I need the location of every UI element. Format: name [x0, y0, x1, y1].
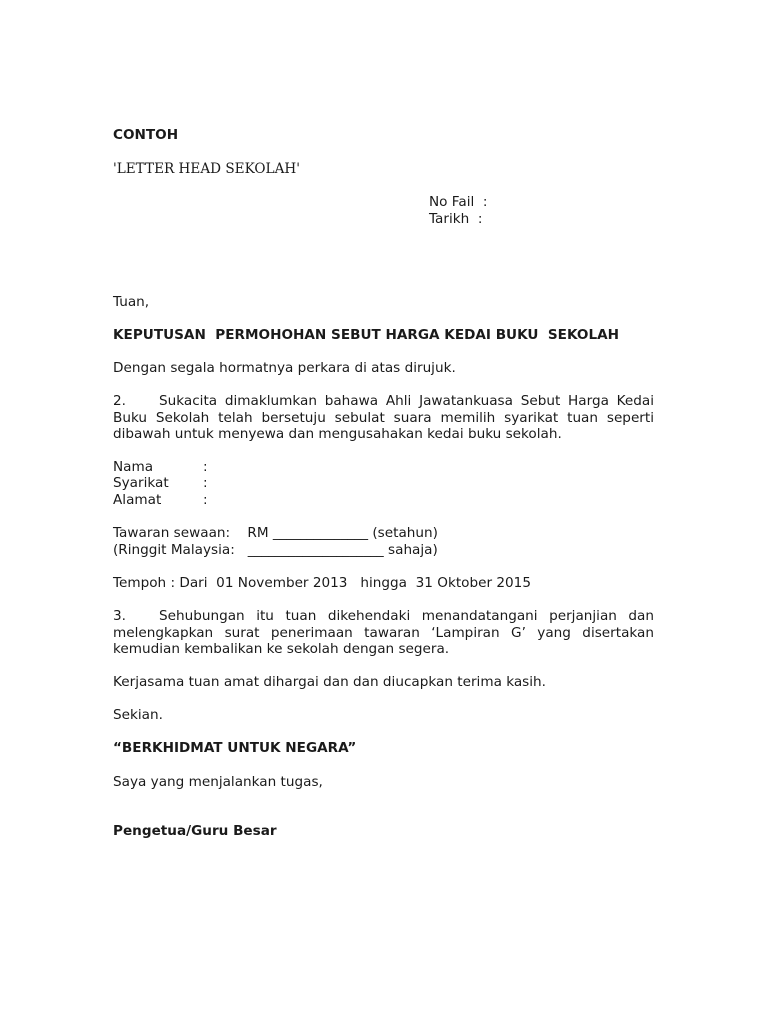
field-row-syarikat — [113, 475, 208, 491]
paragraph-2 — [113, 393, 654, 443]
field-colon: : — [203, 475, 208, 491]
paragraph-3-number: 3. — [113, 608, 126, 624]
field-colon: : — [203, 459, 208, 475]
motto: “BERKHIDMAT UNTUK NEGARA” — [113, 740, 357, 756]
letterhead-placeholder: 'LETTER HEAD SEKOLAH' — [113, 161, 300, 177]
field-row-nama — [113, 459, 208, 475]
heading: CONTOH — [113, 127, 179, 143]
closing-line: Sekian. — [113, 707, 163, 723]
salutation: Tuan, — [113, 294, 150, 310]
paragraph-3 — [113, 608, 654, 658]
paragraph-2-number: 2. — [113, 393, 126, 409]
thanks-line: Kerjasama tuan amat dihargai dan dan diucapkan terima kasih. — [113, 674, 546, 690]
offer-line-2: (Ringgit Malaysia: ____________________ sahaja) — [113, 542, 438, 558]
field-label: Syarikat — [113, 475, 169, 491]
tempoh-line: Tempoh : Dari 01 November 2013 hingga 31 Oktober 2015 — [113, 575, 531, 591]
paragraph-3-text: Sehubungan itu tuan dikehendaki menandatangani perjanjian dan melengkapkan surat penerimaan tawaran ‘Lampiran G’ yang disertakan kemudian kembalikan ke sekolah dengan segera. — [113, 608, 654, 657]
signatory: Pengetua/Guru Besar — [113, 823, 277, 839]
subject: KEPUTUSAN PERMOHOHAN SEBUT HARGA KEDAI BUKU SEKOLAH — [113, 327, 620, 343]
paragraph-2-text: Sukacita dimaklumkan bahawa Ahli Jawatankuasa Sebut Harga Kedai Buku Sekolah telah bersetuju sebulat suara memilih syarikat tuan seperti dibawah untuk menyewa dan mengusahakan kedai buku sekolah. — [113, 393, 654, 442]
ref-no-fail: No Fail : — [429, 194, 488, 210]
ref-tarikh: Tarikh : — [429, 211, 483, 227]
field-label: Nama — [113, 459, 154, 475]
field-label: Alamat — [113, 492, 162, 508]
field-row-alamat — [113, 492, 208, 508]
field-colon: : — [203, 492, 208, 508]
offer-line-1: Tawaran sewaan: RM ______________ (setahun) — [113, 525, 438, 541]
intro-text: Dengan segala hormatnya perkara di atas dirujuk. — [113, 360, 456, 376]
signoff-line: Saya yang menjalankan tugas, — [113, 774, 323, 790]
